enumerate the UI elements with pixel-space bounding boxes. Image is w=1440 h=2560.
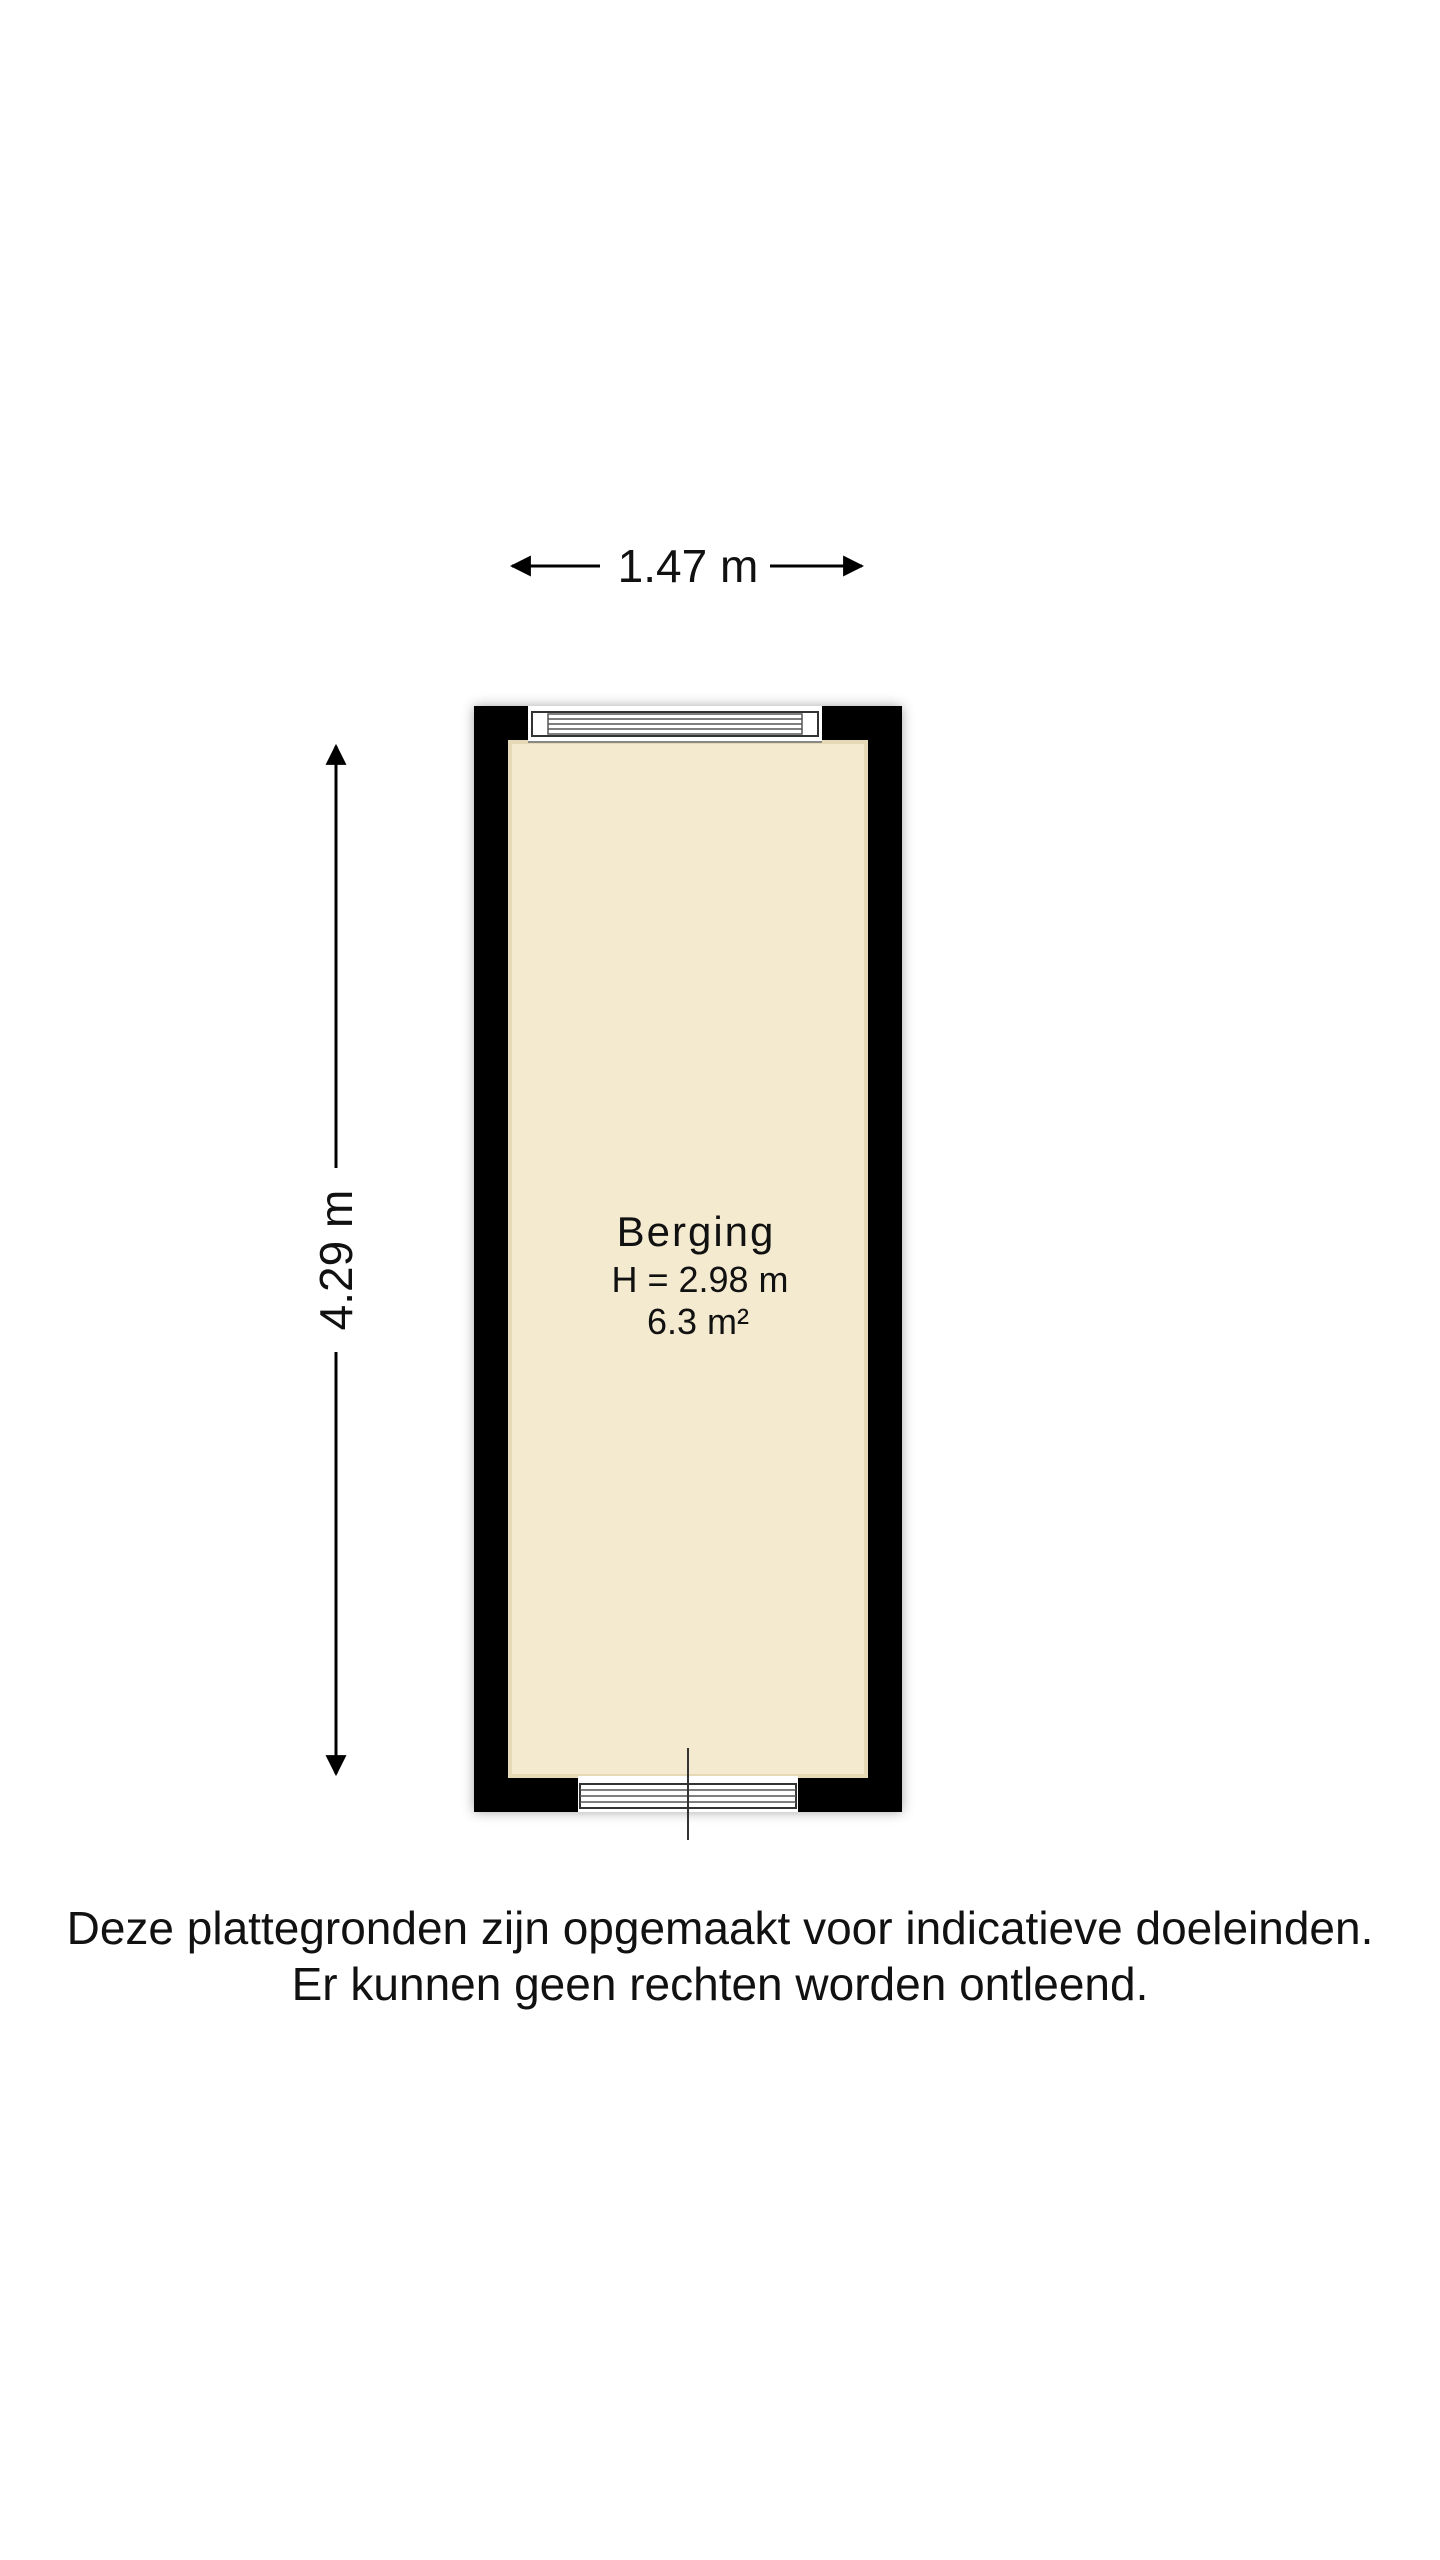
room-height: H = 2.98 m [611, 1259, 789, 1300]
length-label: 4.29 m [310, 1189, 362, 1331]
room-name: Berging [616, 1208, 776, 1255]
disclaimer-line-1: Deze plattegronden zijn opgemaakt voor indicatieve doeleinden. [66, 1902, 1374, 1954]
width-label: 1.47 m [617, 540, 759, 592]
room-berging [474, 706, 902, 1840]
length-dimension [310, 746, 362, 1774]
top-window [528, 706, 822, 742]
width-dimension [512, 540, 862, 592]
disclaimer [0, 1900, 1440, 2012]
disclaimer-line-2: Er kunnen geen rechten worden ontleend. [291, 1958, 1149, 2010]
room-area: 6.3 m² [646, 1301, 750, 1342]
